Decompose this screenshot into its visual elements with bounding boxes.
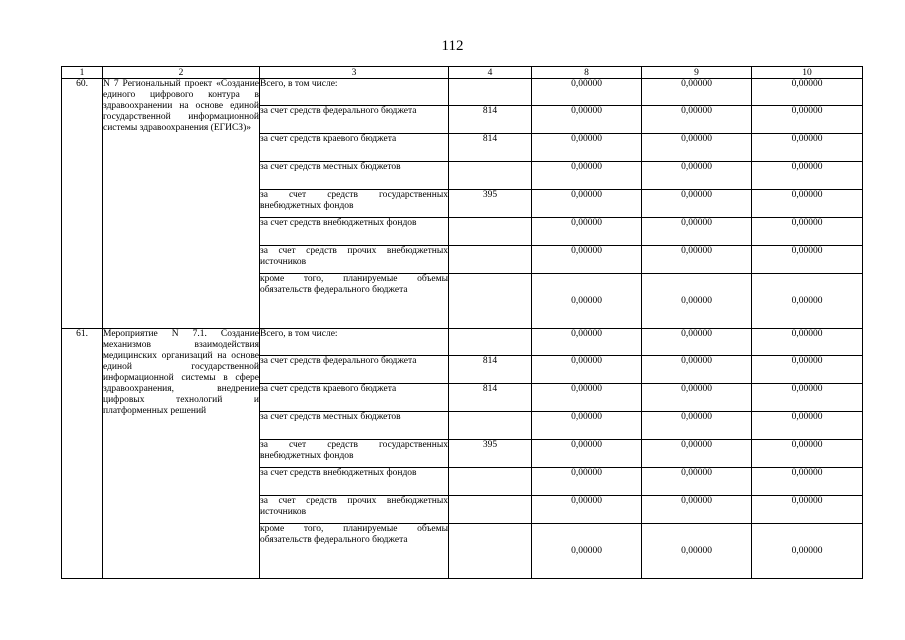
funding-source: кроме того, планируемые объемы обязательств федерального бюджета: [260, 524, 449, 579]
value-col-8: 0,00000: [532, 218, 642, 246]
value-col-9: 0,00000: [642, 246, 752, 274]
value-col-10: 0,00000: [752, 190, 863, 218]
budget-code: 395: [449, 440, 532, 468]
column-header: 2: [103, 67, 260, 79]
funding-source: за счет средств внебюджетных фондов: [260, 468, 449, 496]
value-col-8: 0,00000: [532, 274, 642, 329]
value-col-8: 0,00000: [532, 356, 642, 384]
column-header: 8: [532, 67, 642, 79]
budget-code: [449, 246, 532, 274]
value-col-8: 0,00000: [532, 468, 642, 496]
funding-source: кроме того, планируемые объемы обязательств федерального бюджета: [260, 274, 449, 329]
table-header-row: [62, 67, 863, 79]
value-col-8: 0,00000: [532, 412, 642, 440]
value-col-9: 0,00000: [642, 106, 752, 134]
value-col-10: 0,00000: [752, 274, 863, 329]
value-col-10: 0,00000: [752, 496, 863, 524]
value-col-10: 0,00000: [752, 356, 863, 384]
value-col-9: 0,00000: [642, 524, 752, 579]
budget-code: 395: [449, 190, 532, 218]
value-col-10: 0,00000: [752, 79, 863, 106]
funding-source: Всего, в том числе:: [260, 79, 449, 106]
value-col-10: 0,00000: [752, 162, 863, 190]
column-header: 1: [62, 67, 103, 79]
value-col-9: 0,00000: [642, 356, 752, 384]
budget-code: [449, 524, 532, 579]
value-col-10: 0,00000: [752, 524, 863, 579]
page-number: 112: [441, 38, 464, 54]
budget-code: [449, 274, 532, 329]
value-col-9: 0,00000: [642, 412, 752, 440]
column-header: 10: [752, 67, 863, 79]
budget-table: [61, 66, 863, 579]
value-col-9: 0,00000: [642, 496, 752, 524]
budget-code: [449, 496, 532, 524]
row-number: 61.: [62, 329, 103, 579]
column-header: 9: [642, 67, 752, 79]
value-col-9: 0,00000: [642, 162, 752, 190]
value-col-8: 0,00000: [532, 162, 642, 190]
value-col-8: 0,00000: [532, 134, 642, 162]
funding-source: за счет средств прочих внебюджетных источников: [260, 496, 449, 524]
value-col-9: 0,00000: [642, 440, 752, 468]
value-col-9: 0,00000: [642, 384, 752, 412]
budget-code: [449, 468, 532, 496]
value-col-9: 0,00000: [642, 134, 752, 162]
value-col-8: 0,00000: [532, 496, 642, 524]
budget-code: [449, 329, 532, 356]
value-col-10: 0,00000: [752, 106, 863, 134]
value-col-9: 0,00000: [642, 468, 752, 496]
value-col-10: 0,00000: [752, 384, 863, 412]
value-col-8: 0,00000: [532, 524, 642, 579]
column-header: 3: [260, 67, 449, 79]
funding-source: за счет средств краевого бюджета: [260, 134, 449, 162]
value-col-8: 0,00000: [532, 384, 642, 412]
budget-code: [449, 218, 532, 246]
table-row: [62, 329, 863, 356]
value-col-8: 0,00000: [532, 329, 642, 356]
budget-code: 814: [449, 134, 532, 162]
value-col-8: 0,00000: [532, 440, 642, 468]
funding-source: за счет средств прочих внебюджетных источников: [260, 246, 449, 274]
value-col-8: 0,00000: [532, 79, 642, 106]
value-col-10: 0,00000: [752, 468, 863, 496]
value-col-9: 0,00000: [642, 274, 752, 329]
value-col-10: 0,00000: [752, 412, 863, 440]
value-col-8: 0,00000: [532, 106, 642, 134]
budget-code: 814: [449, 356, 532, 384]
funding-source: за счет средств местных бюджетов: [260, 162, 449, 190]
funding-source: за счет средств государственных внебюджетных фондов: [260, 440, 449, 468]
value-col-10: 0,00000: [752, 134, 863, 162]
value-col-9: 0,00000: [642, 329, 752, 356]
column-header: 4: [449, 67, 532, 79]
budget-code: 814: [449, 106, 532, 134]
value-col-10: 0,00000: [752, 440, 863, 468]
project-name: Мероприятие N 7.1. Создание механизмов взаимодействия медицинских организаций на основе единой государственной информационной системы в сфере здравоохранения, внедрение цифровых технологий и платформенных решений: [103, 329, 260, 579]
value-col-10: 0,00000: [752, 329, 863, 356]
value-col-9: 0,00000: [642, 79, 752, 106]
funding-source: за счет средств внебюджетных фондов: [260, 218, 449, 246]
budget-code: [449, 412, 532, 440]
value-col-8: 0,00000: [532, 246, 642, 274]
value-col-8: 0,00000: [532, 190, 642, 218]
funding-source: за счет средств федерального бюджета: [260, 356, 449, 384]
table-row: [62, 79, 863, 106]
value-col-10: 0,00000: [752, 218, 863, 246]
funding-source: за счет средств краевого бюджета: [260, 384, 449, 412]
funding-source: Всего, в том числе:: [260, 329, 449, 356]
value-col-10: 0,00000: [752, 246, 863, 274]
budget-code: 814: [449, 384, 532, 412]
budget-code: [449, 79, 532, 106]
project-name: N 7 Региональный проект «Создание единого цифрового контура в здравоохранении на основе единой государственной информационной системы здравоохранения (ЕГИСЗ)»: [103, 79, 260, 329]
funding-source: за счет средств местных бюджетов: [260, 412, 449, 440]
row-number: 60.: [62, 79, 103, 329]
funding-source: за счет средств федерального бюджета: [260, 106, 449, 134]
value-col-9: 0,00000: [642, 190, 752, 218]
budget-code: [449, 162, 532, 190]
funding-source: за счет средств государственных внебюджетных фондов: [260, 190, 449, 218]
value-col-9: 0,00000: [642, 218, 752, 246]
